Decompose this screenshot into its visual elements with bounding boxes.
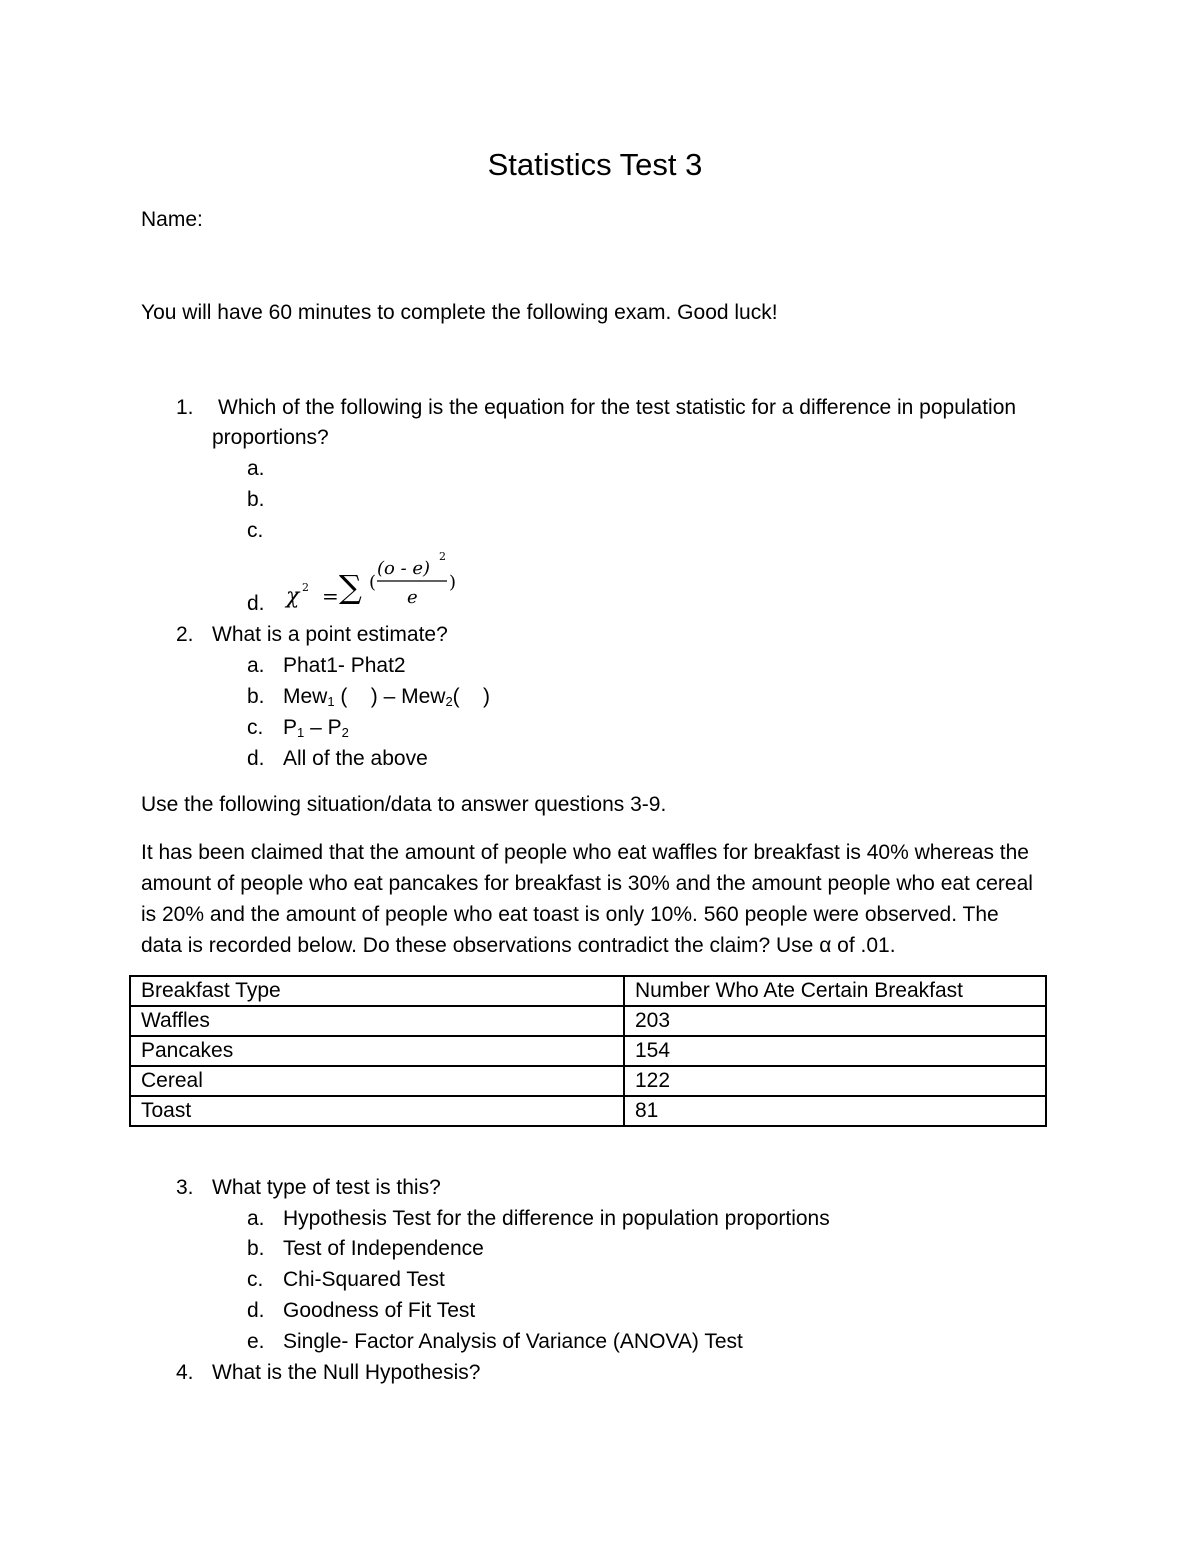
chi-square-formula-graphic (283, 548, 483, 612)
option-text: Goodness of Fit Test (283, 1299, 476, 1322)
option-letter: d. (247, 747, 265, 770)
option-letter: c. (247, 519, 264, 542)
page-title: Statistics Test 3 (487, 147, 703, 182)
breakfast-table (129, 975, 1047, 1127)
option-letter: a. (247, 457, 265, 480)
table-header-row (130, 976, 1046, 1006)
mew-1-subscript: 1 (327, 694, 335, 709)
option-letter: e. (247, 1330, 265, 1353)
option-letter: a. (247, 654, 265, 677)
question-text: What is a point estimate? (212, 623, 448, 646)
table-header: Breakfast Type (130, 976, 624, 1006)
denominator: e (407, 587, 418, 608)
option-letter: a. (247, 1207, 265, 1230)
situation-line: It has been claimed that the amount of people who eat waffles for breakfast is 40% whereas the (141, 841, 1029, 864)
numerator: (o - e) (377, 558, 431, 579)
p-2: P (327, 716, 342, 739)
table-cell: Pancakes (130, 1036, 624, 1066)
situation-line: amount of people who eat pancakes for breakfast is 30% and the amount people who eat cereal (141, 872, 1033, 895)
table-row (130, 1066, 1046, 1096)
situation-line: data is recorded below. Do these observations contradict the claim? Use α of .01. (141, 934, 896, 957)
table-cell: 81 (624, 1096, 1046, 1126)
option-letter: c. (247, 1268, 264, 1291)
question-number: 1. (176, 396, 194, 419)
option-letter: b. (247, 488, 265, 511)
question-text-continued: proportions? (212, 426, 329, 449)
question-number: 3. (176, 1176, 194, 1199)
numerator-exponent: 2 (439, 550, 446, 563)
option-letter: d. (247, 1299, 265, 1322)
question-text: Which of the following is the equation for the test statistic for a difference in population (218, 396, 1017, 419)
p-2-subscript: 2 (341, 725, 349, 740)
mew-2-subscript: 2 (445, 694, 453, 709)
table-header: Number Who Ate Certain Breakfast (624, 976, 1046, 1006)
p-1-subscript: 1 (297, 725, 305, 740)
table-cell: 154 (624, 1036, 1046, 1066)
option-text: Hypothesis Test for the difference in population proportions (283, 1207, 830, 1230)
table-row (130, 1006, 1046, 1036)
question-number: 2. (176, 623, 194, 646)
question-number: 4. (176, 1361, 194, 1384)
option-letter: b. (247, 685, 265, 708)
option-letter: b. (247, 1237, 265, 1260)
chi-exponent: 2 (302, 581, 309, 594)
situation-line: is 20% and the amount of people who eat toast is only 10%. 560 people were observed. The (141, 903, 999, 926)
option-text: Single- Factor Analysis of Variance (ANOVA) Test (283, 1330, 743, 1353)
situation-intro: Use the following situation/data to answer questions 3-9. (141, 793, 667, 816)
table-cell: Waffles (130, 1006, 624, 1036)
close-paren: ) (449, 572, 457, 593)
mew-mid: ( ) – Mew (334, 685, 446, 708)
question-text: What is the Null Hypothesis? (212, 1361, 481, 1384)
option-letter: d. (247, 592, 265, 615)
option-text: Phat1- Phat2 (283, 654, 406, 677)
option-text (283, 684, 490, 710)
option-text: Chi-Squared Test (283, 1268, 445, 1291)
option-letter: c. (247, 716, 264, 739)
option-text (283, 715, 349, 741)
mew-end: ( ) (452, 685, 490, 708)
table-row (130, 1036, 1046, 1066)
option-text: Test of Independence (283, 1237, 484, 1260)
question-text: What type of test is this? (212, 1176, 441, 1199)
open-paren: ( (369, 572, 377, 593)
table-cell: 122 (624, 1066, 1046, 1096)
option-text: All of the above (283, 747, 428, 770)
p-1: P (283, 716, 298, 739)
p-dash: – (304, 716, 328, 739)
table-cell: 203 (624, 1006, 1046, 1036)
equals-sign: = (322, 584, 339, 608)
table-row (130, 1096, 1046, 1126)
mew-1: Mew (283, 685, 328, 708)
table-cell: Toast (130, 1096, 624, 1126)
sigma-symbol: ∑ (339, 568, 362, 606)
chi-symbol: χ (286, 584, 300, 609)
chi-square-formula (283, 548, 483, 612)
name-label: Name: (141, 208, 203, 231)
table-cell: Cereal (130, 1066, 624, 1096)
instructions: You will have 60 minutes to complete the following exam. Good luck! (141, 301, 778, 324)
